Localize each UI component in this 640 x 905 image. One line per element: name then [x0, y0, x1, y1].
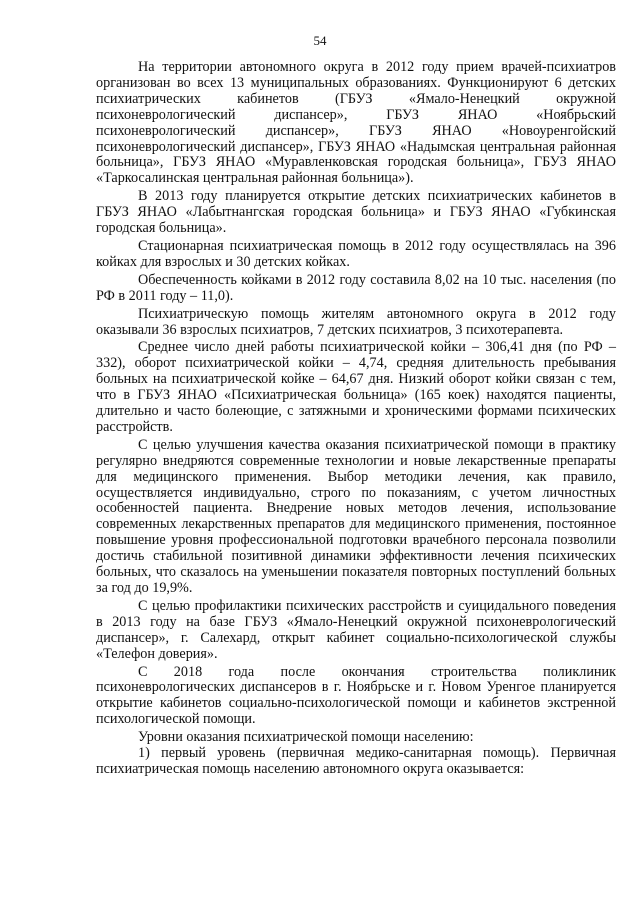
paragraph-inpatient-beds: Стационарная психиатрическая помощь в 2012 году осуществлялась на 396 койках для взрослых и 30 детских койках.	[96, 237, 616, 270]
paragraph-child-psychiatry-offices: На территории автономного округа в 2012 году прием врачей-психиатров организован во всех 13 муниципальных образованиях. Функционируют 6 детских психиатрических кабинетов (ГБУЗ «Ямало-Ненецкий окружной психоневрологический диспансер», ГБУЗ ЯНАО «Ноябрьский психоневрологический диспансер», ГБУЗ ЯНАО «Новоуренгойский психоневрологический диспансер», ГБУЗ ЯНАО «Надымская центральная районная больница», ГБУЗ ЯНАО «Муравленковская городская больница», ГБУЗ ЯНАО «Таркосалинская центральная районная больница»).	[96, 59, 616, 187]
paragraph-bed-statistics: Среднее число дней работы психиатрической койки – 306,41 дня (по РФ – 332), оборот психиатрической койки – 4,74, средняя длительность пребывания больных на психиатрической койке – 64,67 дня. Низкий оборот койки связан с тем, что в ГБУЗ ЯНАО «Психиатрическая больница» (165 коек) находятся пациенты, длительно и часто болеющие, с затяжными и хроническими формами психических расстройств.	[96, 339, 616, 435]
paragraph-first-level: 1) первый уровень (первичная медико-санитарная помощь). Первичная психиатрическая помощь населению автономного округа оказывается:	[96, 745, 616, 777]
paragraph-planned-offices-2013: В 2013 году планируется открытие детских психиатрических кабинетов в ГБУЗ ЯНАО «Лабытнангская городская больница» и ГБУЗ ЯНАО «Губкинская городская больница».	[96, 188, 616, 237]
paragraph-care-levels: Уровни оказания психиатрической помощи населению:	[138, 729, 474, 746]
page-number: 54	[313, 33, 327, 48]
document-body	[96, 60, 616, 780]
paragraph-helpline: С целью профилактики психических расстройств и суицидального поведения в 2013 году на базе ГБУЗ «Ямало-Ненецкий окружной психоневрологический диспансер», г. Салехард, открыт кабинет социально-психологической службы «Телефон доверия».	[96, 597, 616, 662]
paragraph-bed-provision: Обеспеченность койками в 2012 году составила 8,02 на 10 тыс. населения (по РФ в 2011 году – 11,0).	[96, 271, 616, 304]
paragraph-quality-improvement: С целью улучшения качества оказания психиатрической помощи в практику регулярно внедряются современные технологии и новые лекарственные препараты для медицинского применения. Выбор методики лечения, как правило, осуществляется индивидуально, строго по показаниям, с учетом личностных особенностей пациента. Внедрение новых методов лечения, использование современных лекарственных препаратов для медицинского применения, постоянное повышение уровня профессиональной подготовки врачебного персонала позволили достичь стабильной позитивной динамики эффективности лечения психических больных, что сказалось на уменьшении показателя повторных поступлений больных за год до 19,9%.	[96, 436, 616, 596]
paragraph-psychiatrists-count: Психиатрическую помощь жителям автономного округа в 2012 году оказывали 36 взрослых психиатров, 7 детских психиатров, 3 психотерапевта.	[96, 305, 616, 338]
paragraph-2018-plans: С 2018 года после окончания строительства поликлиник психоневрологических диспансеров в г. Ноябрьске и г. Новом Уренгое планируется открытие кабинетов социально-психологической помощи и кабинетов экстренной психологической помощи.	[96, 663, 616, 728]
